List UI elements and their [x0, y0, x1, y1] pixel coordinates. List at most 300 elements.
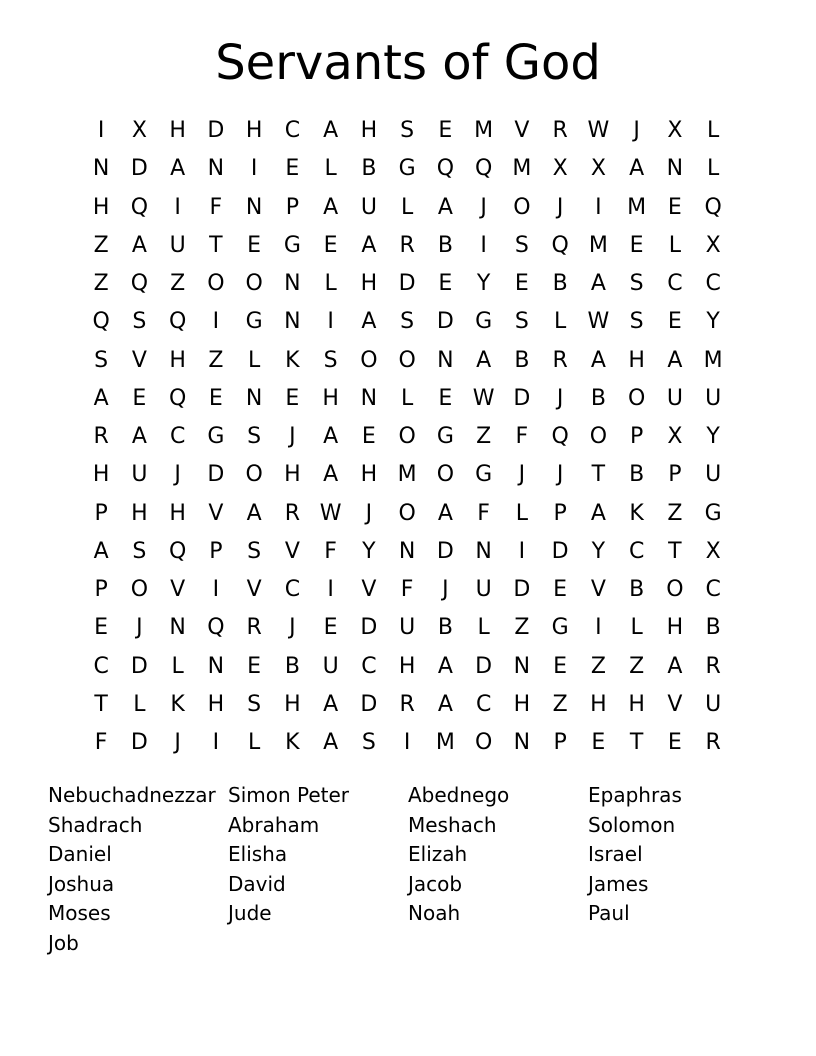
grid-letter: E — [361, 424, 376, 450]
grid-letter: H — [169, 347, 186, 373]
grid-letter: F — [400, 577, 414, 603]
grid-letter: H — [245, 118, 263, 144]
grid-letter: K — [285, 347, 300, 373]
grid-letter: A — [437, 194, 453, 220]
word-list-item: Jacob — [408, 871, 463, 896]
grid-letter: Q — [474, 156, 493, 182]
grid-letter: D — [207, 462, 225, 488]
word-list-item: Joshua — [48, 871, 115, 896]
grid-letter: H — [169, 500, 186, 526]
grid-letter: E — [323, 232, 338, 258]
grid-letter: O — [627, 385, 646, 411]
grid-letter: S — [94, 347, 109, 373]
grid-letter: S — [247, 691, 262, 717]
grid-letter: S — [247, 538, 262, 564]
grid-letter: N — [207, 156, 225, 182]
grid-letter: O — [360, 347, 378, 373]
grid-letter: B — [629, 577, 645, 603]
grid-letter: H — [207, 691, 225, 717]
grid-letter: R — [552, 347, 568, 373]
grid-letter: P — [553, 500, 567, 526]
grid-letter: H — [92, 194, 110, 220]
grid-letter: Z — [93, 232, 109, 258]
grid-letter: J — [556, 385, 564, 411]
grid-letter: Z — [514, 615, 530, 641]
grid-letter: G — [283, 232, 301, 258]
grid-letter: J — [174, 462, 181, 488]
grid-letter: D — [130, 653, 148, 679]
grid-letter: I — [212, 577, 220, 603]
grid-letter: G — [398, 156, 416, 182]
grid-letter: U — [475, 577, 492, 603]
grid-letter: A — [323, 194, 339, 220]
grid-letter: V — [246, 577, 262, 603]
grid-letter: P — [285, 194, 300, 220]
grid-letter: L — [668, 232, 681, 258]
grid-letter: X — [705, 232, 721, 258]
grid-letter: Q — [130, 194, 149, 220]
grid-letter: N — [666, 156, 684, 182]
word-list-item: Abraham — [228, 812, 320, 837]
grid-letter: M — [703, 347, 723, 373]
grid-letter: D — [130, 156, 148, 182]
grid-letter: B — [361, 156, 377, 182]
grid-letter: H — [360, 118, 378, 144]
grid-letter: B — [437, 232, 453, 258]
grid-letter: P — [94, 500, 108, 526]
grid-letter: I — [97, 118, 105, 144]
grid-letter: H — [590, 691, 607, 717]
grid-letter: Y — [362, 538, 376, 564]
grid-letter: Q — [207, 615, 225, 641]
grid-letter: E — [323, 615, 338, 641]
grid-letter: R — [705, 730, 721, 756]
grid-letter: J — [556, 462, 564, 488]
grid-letter: L — [133, 691, 146, 717]
grid-letter: G — [245, 309, 263, 335]
grid-letter: Z — [476, 424, 492, 450]
grid-letter: E — [514, 271, 529, 297]
grid-letter: U — [705, 462, 722, 488]
grid-letter: O — [666, 577, 684, 603]
grid-letter: I — [480, 232, 487, 258]
grid-letter: G — [704, 500, 722, 526]
grid-letter: H — [169, 118, 186, 144]
grid-letter: X — [705, 538, 721, 564]
grid-letter: V — [667, 691, 683, 717]
grid-letter: E — [667, 730, 682, 756]
grid-letter: E — [285, 385, 300, 411]
grid-letter: P — [668, 462, 682, 488]
grid-letter: L — [706, 156, 720, 182]
grid-letter: Z — [170, 271, 186, 297]
grid-letter: E — [247, 232, 262, 258]
grid-letter: B — [552, 271, 568, 297]
grid-letter: X — [667, 118, 683, 144]
grid-letter: N — [398, 538, 416, 564]
grid-letter: E — [285, 156, 300, 182]
grid-letter: T — [94, 691, 108, 717]
grid-letter: I — [212, 309, 220, 335]
grid-letter: R — [399, 691, 415, 717]
grid-letter: A — [131, 424, 147, 450]
grid-letter: S — [247, 424, 262, 450]
word-list-item: David — [228, 871, 286, 896]
grid-letter: Q — [168, 538, 187, 564]
grid-letter: A — [361, 232, 377, 258]
grid-letter: P — [553, 730, 567, 756]
grid-letter: J — [556, 194, 564, 220]
grid-letter: F — [515, 424, 529, 450]
word-list-item: Elisha — [228, 842, 288, 867]
grid-letter: E — [132, 385, 147, 411]
grid-letter: B — [514, 347, 530, 373]
grid-letter: Q — [436, 156, 455, 182]
word-list-item: Israel — [588, 842, 643, 867]
grid-letter: U — [322, 653, 339, 679]
grid-letter: A — [476, 347, 492, 373]
grid-letter: N — [169, 615, 186, 641]
grid-letter: R — [552, 118, 568, 144]
grid-letter: D — [551, 538, 569, 564]
grid-letter: A — [629, 156, 645, 182]
grid-letter: J — [136, 615, 143, 641]
grid-letter: W — [587, 309, 610, 335]
grid-letter: D — [360, 691, 378, 717]
grid-letter: J — [480, 194, 487, 220]
word-list — [48, 781, 768, 959]
word-list-item: Elizah — [408, 842, 468, 867]
grid-letter: H — [92, 462, 110, 488]
grid-letter: V — [361, 577, 377, 603]
word-list-item: Epaphras — [588, 783, 682, 807]
grid-letter: E — [553, 577, 568, 603]
grid-letter: Q — [551, 424, 569, 450]
grid-letter: U — [666, 385, 683, 411]
grid-letter: E — [438, 385, 453, 411]
word-list-item: Paul — [588, 901, 630, 926]
grid-letter: R — [705, 653, 721, 679]
grid-letter: C — [475, 691, 492, 717]
grid-letter: J — [289, 615, 296, 641]
grid-letter: S — [514, 232, 529, 258]
grid-letter: V — [131, 347, 147, 373]
grid-letter: E — [667, 309, 682, 335]
grid-letter: G — [475, 309, 493, 335]
word-list-item: Solomon — [588, 812, 676, 837]
grid-letter: H — [398, 653, 416, 679]
grid-letter: B — [437, 615, 453, 641]
grid-letter: U — [131, 462, 148, 488]
grid-letter: W — [319, 500, 342, 526]
grid-letter: K — [170, 691, 185, 717]
word-list-item: Daniel — [48, 842, 112, 867]
grid-letter: Q — [92, 309, 110, 335]
grid-letter: B — [629, 462, 645, 488]
grid-letter: F — [209, 194, 223, 220]
grid-letter: A — [323, 691, 339, 717]
grid-letter: I — [595, 194, 602, 220]
grid-letter: L — [247, 347, 261, 373]
grid-letter: G — [475, 462, 493, 488]
grid-letter: A — [93, 538, 109, 564]
grid-letter: Q — [168, 309, 187, 335]
grid-letter: H — [284, 462, 301, 488]
grid-letter: T — [629, 730, 644, 756]
grid-letter: L — [247, 730, 261, 756]
grid-letter: A — [590, 271, 606, 297]
grid-letter: N — [513, 730, 531, 756]
grid-letter: L — [553, 309, 567, 335]
grid-letter: U — [360, 194, 377, 220]
grid-letter: D — [513, 385, 531, 411]
word-list-item: Abednego — [408, 783, 510, 807]
grid-letter: X — [131, 118, 147, 144]
grid-letter: H — [628, 691, 645, 717]
grid-letter: M — [512, 156, 532, 182]
grid-letter: O — [398, 500, 416, 526]
grid-letter: H — [360, 462, 378, 488]
grid-letter: Z — [208, 347, 224, 373]
grid-letter: X — [667, 424, 683, 450]
grid-letter: F — [324, 538, 337, 564]
grid-letter: T — [209, 232, 223, 258]
grid-letter: A — [437, 691, 453, 717]
grid-letter: E — [591, 730, 606, 756]
grid-letter: O — [398, 424, 416, 450]
grid-letter: M — [435, 730, 455, 756]
grid-letter: Z — [667, 500, 683, 526]
grid-letter: H — [666, 615, 684, 641]
grid-letter: C — [361, 653, 377, 679]
grid-letter: X — [590, 156, 606, 182]
grid-letter: B — [705, 615, 721, 641]
grid-letter: H — [628, 347, 645, 373]
grid-letter: C — [667, 271, 683, 297]
grid-letter: O — [589, 424, 608, 450]
grid-letter: E — [629, 232, 644, 258]
grid-letter: H — [131, 500, 148, 526]
grid-letter: O — [513, 194, 531, 220]
grid-letter: E — [667, 194, 682, 220]
grid-letter: E — [247, 653, 262, 679]
grid-letter: O — [436, 462, 455, 488]
grid-letter: L — [324, 271, 337, 297]
grid-letter: D — [436, 538, 454, 564]
grid-letter: O — [474, 730, 493, 756]
grid-letter: C — [705, 577, 721, 603]
grid-letter: A — [93, 385, 109, 411]
grid-letter: N — [437, 347, 454, 373]
grid-letter: L — [477, 615, 490, 641]
word-list-item: Shadrach — [48, 812, 143, 837]
grid-letter: Q — [130, 271, 149, 297]
grid-letter: T — [668, 538, 682, 564]
grid-letter: R — [93, 424, 109, 450]
grid-letter: D — [436, 309, 454, 335]
grid-letter: Z — [629, 653, 645, 679]
grid-letter: Y — [476, 271, 491, 297]
grid-letter: R — [246, 615, 262, 641]
grid-letter: D — [360, 615, 378, 641]
grid-letter: A — [590, 347, 606, 373]
grid-letter: S — [361, 730, 376, 756]
grid-letter: V — [170, 577, 186, 603]
grid-letter: D — [513, 577, 531, 603]
grid-letter: Y — [706, 424, 720, 450]
word-list-item: Moses — [48, 901, 111, 926]
grid-letter: A — [667, 347, 683, 373]
grid-letter: A — [170, 156, 186, 182]
grid-letter: L — [324, 156, 337, 182]
grid-letter: A — [246, 500, 262, 526]
word-list-item: Job — [48, 930, 79, 955]
word-list-item: Simon Peter — [228, 783, 350, 807]
word-list-item: Jude — [228, 901, 272, 926]
grid-letter: C — [93, 653, 109, 679]
grid-letter: P — [209, 538, 223, 564]
grid-letter: M — [474, 118, 494, 144]
grid-letter: I — [403, 730, 411, 756]
grid-letter: N — [475, 538, 492, 564]
grid-letter: Y — [706, 309, 720, 335]
grid-letter: Z — [93, 271, 109, 297]
grid-letter: A — [323, 730, 339, 756]
grid-letter: A — [590, 500, 606, 526]
grid-letter: S — [629, 271, 644, 297]
grid-letter: E — [553, 653, 568, 679]
grid-letter: A — [323, 118, 339, 144]
grid-letter: G — [436, 424, 454, 450]
grid-letter: A — [131, 232, 147, 258]
grid-letter: S — [629, 309, 644, 335]
grid-letter: A — [437, 653, 453, 679]
grid-letter: A — [361, 309, 377, 335]
grid-letter: J — [518, 462, 526, 488]
grid-letter: X — [552, 156, 568, 182]
grid-letter: D — [475, 653, 493, 679]
grid-letter: E — [94, 615, 109, 641]
grid-letter: I — [174, 194, 181, 220]
grid-letter: N — [92, 156, 110, 182]
grid-letter: O — [207, 271, 225, 297]
grid-letter: V — [208, 500, 224, 526]
grid-letter: C — [284, 118, 301, 144]
grid-letter: H — [284, 691, 301, 717]
grid-letter: D — [398, 271, 416, 297]
grid-letter: E — [208, 385, 223, 411]
grid-letter: P — [94, 577, 108, 603]
grid-letter: T — [591, 462, 606, 488]
word-list-item: Nebuchadnezzar — [48, 783, 216, 807]
grid-letter: L — [515, 500, 528, 526]
grid-letter: N — [245, 385, 263, 411]
grid-letter: H — [360, 271, 378, 297]
grid-letter: O — [398, 347, 416, 373]
grid-letter: N — [360, 385, 378, 411]
grid-letter: O — [130, 577, 149, 603]
grid-letter: M — [588, 232, 608, 258]
grid-letter: R — [284, 500, 301, 526]
grid-letter: C — [628, 538, 645, 564]
grid-letter: F — [477, 500, 490, 526]
grid-letter: M — [397, 462, 417, 488]
grid-letter: Y — [591, 538, 606, 564]
grid-letter: H — [322, 385, 339, 411]
grid-letter: C — [284, 577, 301, 603]
grid-letter: Z — [552, 691, 568, 717]
grid-letter: E — [438, 118, 453, 144]
grid-letter: Q — [168, 385, 187, 411]
grid-letter: U — [399, 615, 416, 641]
grid-letter: C — [705, 271, 721, 297]
word-list-item: James — [588, 871, 649, 896]
grid-letter: E — [438, 271, 453, 297]
grid-letter: D — [130, 730, 148, 756]
grid-letter: L — [400, 385, 414, 411]
grid-letter: N — [284, 309, 301, 335]
grid-letter: I — [327, 309, 334, 335]
word-list-item: Noah — [408, 901, 461, 926]
grid-letter: F — [94, 730, 108, 756]
grid-letter: U — [169, 232, 186, 258]
grid-letter: V — [514, 118, 530, 144]
grid-letter: O — [245, 271, 263, 297]
grid-letter: Q — [551, 232, 569, 258]
grid-letter: N — [284, 271, 301, 297]
grid-letter: G — [551, 615, 569, 641]
grid-letter: V — [284, 538, 300, 564]
grid-letter: I — [250, 156, 258, 182]
grid-letter: J — [365, 500, 373, 526]
grid-letter: M — [627, 194, 647, 220]
grid-letter: U — [705, 385, 722, 411]
grid-letter: J — [174, 730, 181, 756]
grid-letter: U — [705, 691, 722, 717]
grid-letter: S — [400, 118, 415, 144]
grid-letter: V — [590, 577, 606, 603]
grid-letter: K — [629, 500, 644, 526]
grid-letter: Z — [590, 653, 606, 679]
grid-letter: J — [633, 118, 640, 144]
grid-letter: N — [207, 653, 225, 679]
grid-letter: A — [323, 424, 339, 450]
grid-letter: S — [400, 309, 415, 335]
grid-letter: A — [437, 500, 453, 526]
grid-letter: W — [587, 118, 610, 144]
grid-letter: R — [399, 232, 415, 258]
grid-letter: B — [590, 385, 606, 411]
grid-letter: B — [284, 653, 300, 679]
grid-letter: I — [212, 730, 220, 756]
grid-letter: I — [595, 615, 602, 641]
grid-letter: O — [245, 462, 263, 488]
grid-letter: S — [132, 538, 147, 564]
grid-letter: Q — [704, 194, 722, 220]
grid-letter: S — [323, 347, 338, 373]
grid-letter: J — [442, 577, 449, 603]
grid-letter: L — [171, 653, 184, 679]
grid-letter: A — [667, 653, 683, 679]
grid-letter: C — [169, 424, 186, 450]
grid-letter: K — [285, 730, 300, 756]
grid-letter: G — [207, 424, 225, 450]
grid-letter: L — [630, 615, 643, 641]
grid-letter: J — [289, 424, 296, 450]
grid-letter: L — [400, 194, 414, 220]
word-list-item: Meshach — [408, 812, 497, 837]
grid-letter: P — [629, 424, 644, 450]
